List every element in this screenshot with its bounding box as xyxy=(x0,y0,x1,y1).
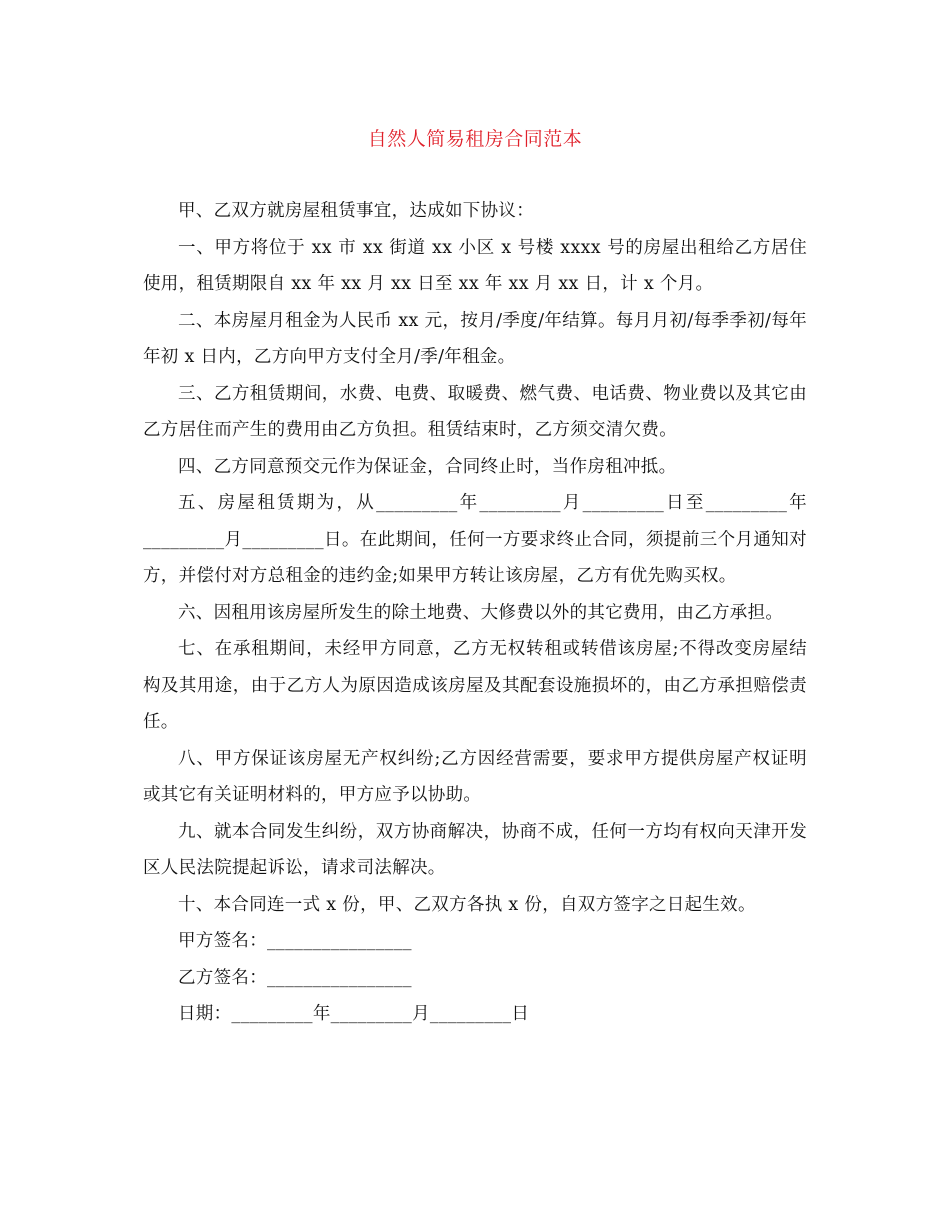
clause-9: 九、就本合同发生纠纷，双方协商解决，协商不成，任何一方均有权向天津开发区人民法院提起诉讼，请求司法解决。 xyxy=(143,821,807,878)
document-title: 自然人简易租房合同范本 xyxy=(367,128,583,150)
party-a-signature-line: 甲方签名：________________ xyxy=(178,931,412,951)
clause-4: 四、乙方同意预交元作为保证金，合同终止时，当作房租冲抵。 xyxy=(178,456,677,477)
clause-2: 二、本房屋月租金为人民币 xx 元，按月/季度/年结算。每月月初/每季季初/每年年初 x 日内，乙方向甲方支付全月/季/年租金。 xyxy=(143,310,807,367)
clause-8: 八、甲方保证该房屋无产权纠纷;乙方因经营需要，要求甲方提供房屋产权证明或其它有关证明材料的，甲方应予以协助。 xyxy=(143,748,807,805)
contract-body xyxy=(143,193,807,1033)
clause-5: 五、房屋租赁期为，从_________年_________月_________日至_________年_________月_________日。在此期间，任何一方要求终止合同，须提前三个月通知对方，并偿付对方总租金的违约金;如果甲方转让该房屋，乙方有优先购买权。 xyxy=(143,493,807,586)
clause-1: 一、甲方将位于 xx 市 xx 街道 xx 小区 x 号楼 xxxx 号的房屋出租给乙方居住使用，租赁期限自 xx 年 xx 月 xx 日至 xx 年 xx 月 xx 日，计 x 个月。 xyxy=(143,237,807,294)
party-b-signature-line: 乙方签名：________________ xyxy=(178,967,412,988)
intro-paragraph: 甲、乙双方就房屋租赁事宜，达成如下协议： xyxy=(178,201,534,221)
clause-3: 三、乙方租赁期间，水费、电费、取暖费、燃气费、电话费、物业费以及其它由乙方居住而产生的费用由乙方负担。租赁结束时，乙方须交清欠费。 xyxy=(143,383,807,440)
date-line: 日期：_________年_________月_________日 xyxy=(178,1004,530,1024)
clause-6: 六、因租用该房屋所发生的除土地费、大修费以外的其它费用，由乙方承担。 xyxy=(178,602,784,623)
clause-10: 十、本合同连一式 x 份，甲、乙双方各执 x 份，自双方签字之日起生效。 xyxy=(178,894,756,915)
clause-7: 七、在承租期间，未经甲方同意，乙方无权转租或转借该房屋;不得改变房屋结构及其用途，由于乙方人为原因造成该房屋及其配套设施损坏的，由乙方承担赔偿责任。 xyxy=(143,639,807,732)
